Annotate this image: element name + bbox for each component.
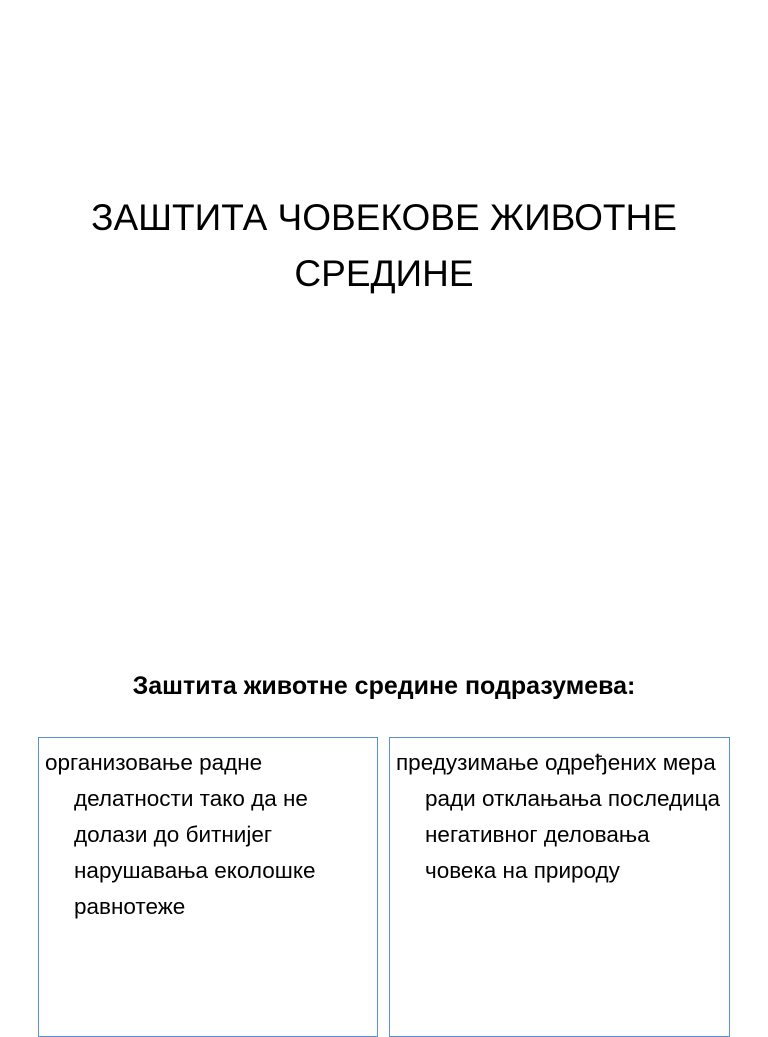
slide-title-line-1: ЗАШТИТА ЧОВЕКОВЕ ЖИВОТНЕ [91,197,677,238]
slide-title-line-2: СРЕДИНЕ [294,253,474,294]
content-box-left [38,737,378,1037]
section-subtitle: Заштита животне средине подразумева: [132,672,636,700]
content-box-right-text: предузимање одређених мера ради отклањања последица негативног деловања човека на природу [396,750,721,883]
content-box-left-text: организовање радне делатности тако да не долази до битнијег нарушавања еколошке равнотеже [45,750,316,919]
slide-title [0,190,768,302]
content-box-right [389,737,730,1037]
